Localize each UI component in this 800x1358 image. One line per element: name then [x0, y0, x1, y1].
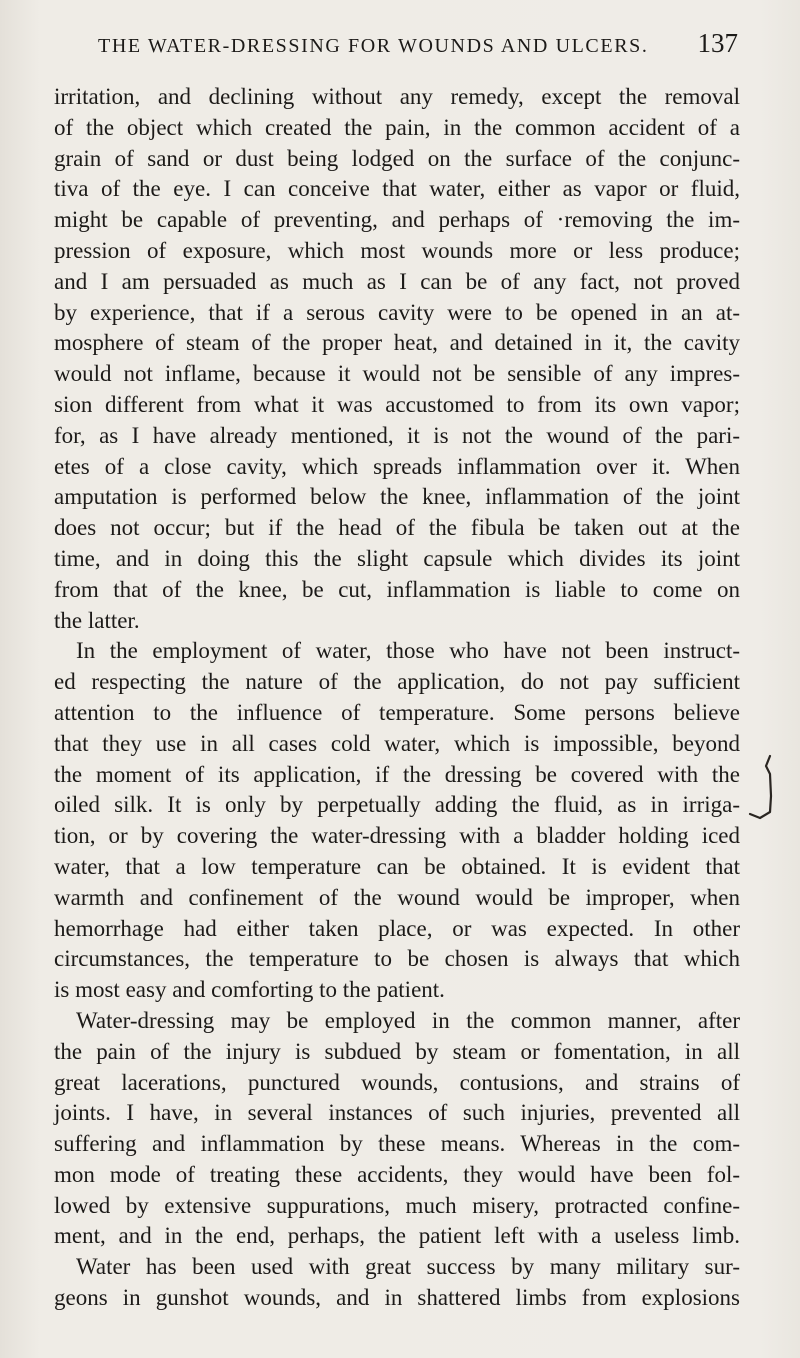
text-line: circumstances, the temperature to be chosen is always that which: [54, 946, 740, 972]
text-line: suffering and inflammation by these means. Whereas in the com-: [54, 1131, 740, 1157]
text-line: by experience, that if a serous cavity were to be opened in an at-: [54, 299, 740, 325]
text-line: for, as I have already mentioned, it is not the wound of the pari-: [54, 422, 740, 448]
text-line: pression of exposure, which most wounds more or less produce;: [54, 237, 740, 263]
text-line: tion, or by covering the water-dressing with a bladder holding iced: [54, 823, 740, 849]
text-line: In the employment of water, those who have not been instruct-: [76, 638, 740, 664]
text-line: would not inflame, because it would not be sensible of any impres-: [54, 361, 740, 387]
text-line: and I am persuaded as much as I can be of any fact, not proved: [54, 268, 740, 294]
body-text: [54, 82, 740, 1314]
text-line: great lacerations, punctured wounds, contusions, and strains of: [54, 1069, 740, 1095]
text-line: oiled silk. It is only by perpetually adding the fluid, as in irriga-: [54, 792, 740, 818]
text-line: mon mode of treating these accidents, they would have been fol-: [54, 1161, 740, 1187]
text-line: the latter.: [54, 607, 140, 633]
text-line: mosphere of steam of the proper heat, and detained in it, the cavity: [54, 330, 740, 356]
text-line: tiva of the eye. I can conceive that water, either as vapor or fluid,: [54, 176, 740, 202]
text-line: might be capable of preventing, and perhaps of ·removing the im-: [54, 207, 740, 233]
running-head: [98, 28, 738, 64]
running-title: THE WATER-DRESSING FOR WOUNDS AND ULCERS.: [98, 35, 649, 57]
text-line: sion different from what it was accustomed to from its own vapor;: [54, 391, 740, 417]
text-line: irritation, and declining without any remedy, except the removal: [54, 84, 740, 109]
text-line: warmth and confinement of the wound would be improper, when: [54, 884, 740, 910]
text-line: the pain of the injury is subdued by steam or fomentation, in all: [54, 1038, 740, 1064]
margin-bracket-mark: [744, 752, 774, 822]
text-line: Water has been used with great success by many military sur-: [76, 1254, 740, 1280]
text-line: ment, and in the end, perhaps, the patient left with a useless limb.: [54, 1223, 740, 1249]
text-line: grain of sand or dust being lodged on the surface of the conjunc-: [54, 145, 740, 171]
page-number: 137: [697, 28, 738, 58]
text-line: ed respecting the nature of the application, do not pay sufficient: [54, 669, 740, 695]
text-line: the moment of its application, if the dressing be covered with the: [54, 761, 740, 787]
text-line: Water-dressing may be employed in the common manner, after: [76, 1007, 740, 1033]
text-line: is most easy and comforting to the patient.: [54, 977, 445, 1003]
text-line: time, and in doing this the slight capsule which divides its joint: [54, 545, 740, 571]
text-line: hemorrhage had either taken place, or was expected. In other: [54, 915, 740, 941]
text-line: amputation is performed below the knee, inflammation of the joint: [54, 484, 740, 510]
text-line: lowed by extensive suppurations, much misery, protracted confine-: [54, 1192, 740, 1218]
text-line: from that of the knee, be cut, inflammation is liable to come on: [54, 576, 740, 602]
text-line: geons in gunshot wounds, and in shattered limbs from explosions: [54, 1285, 740, 1311]
text-line: water, that a low temperature can be obtained. It is evident that: [54, 853, 740, 879]
text-line: etes of a close cavity, which spreads inflammation over it. When: [54, 453, 740, 479]
text-line: that they use in all cases cold water, which is impossible, beyond: [54, 730, 740, 756]
text-line: attention to the influence of temperature. Some persons believe: [54, 699, 740, 725]
text-line: joints. I have, in several instances of such injuries, prevented all: [54, 1100, 740, 1126]
text-line: does not occur; but if the head of the fibula be taken out at the: [54, 515, 740, 541]
text-line: of the object which created the pain, in the common accident of a: [54, 114, 740, 140]
